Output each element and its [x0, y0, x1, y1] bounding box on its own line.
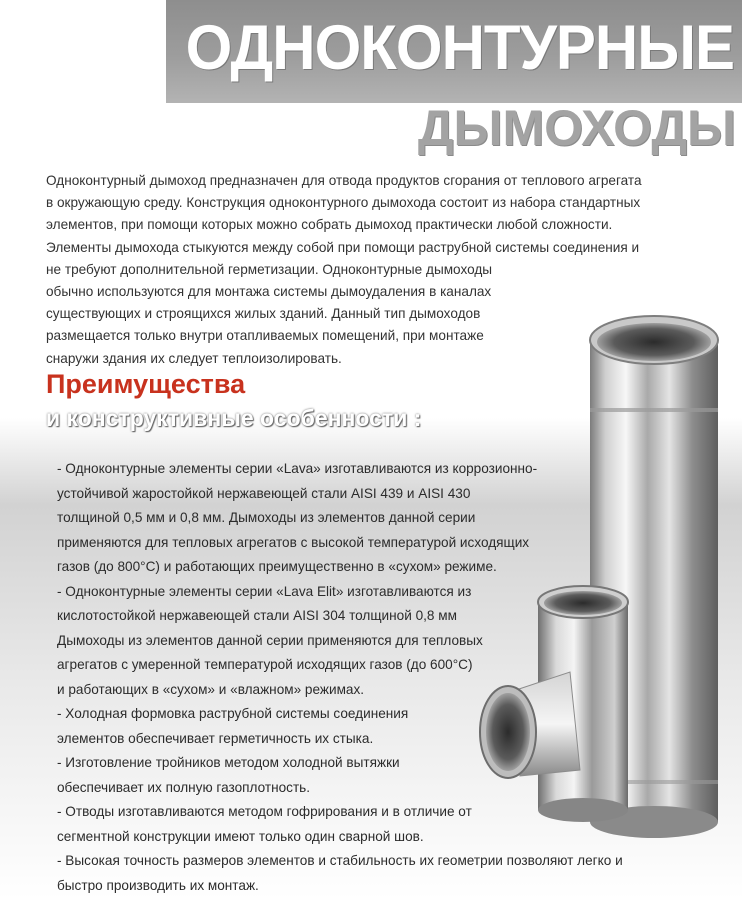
feature-line: - Отводы изготавливаются методом гофрирования и в отличие от: [57, 804, 472, 819]
feature-line: и работающих в «сухом» и «влажном» режимах.: [57, 681, 365, 697]
intro-line: в окружающую среду. Конструкция одноконтурного дымохода состоит из набора стандартных: [46, 195, 641, 211]
feature-line: толщиной 0,5 мм и 0,8 мм. Дымоходы из элементов данной серии: [57, 510, 476, 525]
feature-line: - Изготовление тройников методом холодной вытяжки: [57, 755, 400, 770]
intro-line: не требуют дополнительной герметизации. Одноконтурные дымоходы: [46, 261, 493, 277]
feature-line: Дымоходы из элементов данной серии применяются для тепловых: [57, 632, 483, 648]
feature-line: элементов обеспечивает герметичность их стыка.: [57, 730, 374, 746]
feature-line: устойчивой жаростойкой нержавеющей стали AISI 439 и AISI 430: [57, 485, 471, 501]
pipe-bead: [590, 408, 718, 412]
features-list: [57, 457, 687, 898]
intro-line: обычно используются для монтажа системы дымоудаления в каналах: [46, 284, 492, 300]
feature-line: - Высокая точность размеров элементов и стабильность их геометрии позволяют легко и: [57, 853, 623, 868]
advantages-subheading: и конструктивные особенности :: [46, 405, 422, 431]
feature-line: агрегатов с умеренной температурой исходящих газов (до 600°С): [57, 657, 473, 672]
intro-line: Элементы дымохода стыкуются между собой при помощи раструбной системы соединения и: [46, 239, 640, 255]
feature-line: - Одноконтурные элементы серии «Lava» изготавливаются из коррозионно-: [57, 461, 538, 476]
intro-line: элементов, при помощи которых можно собрать дымоход практически любой сложности.: [46, 217, 613, 233]
feature-line: обеспечивает их полную газоплотность.: [57, 779, 311, 795]
intro-line: Одноконтурный дымоход предназначен для отвода продуктов сгорания от теплового агрегата: [46, 173, 642, 188]
feature-line: - Холодная формовка раструбной системы соединения: [57, 706, 409, 721]
feature-line: - Одноконтурные элементы серии «Lava Elit» изготавливаются из: [57, 583, 472, 599]
intro-line: существующих и строящихся жилых зданий. Данный тип дымоходов: [46, 306, 481, 322]
feature-line: кислотостойкой нержавеющей стали AISI 304 толщиной 0,8 мм: [57, 608, 457, 623]
intro-line: снаружи здания их следует теплоизолировать.: [46, 350, 342, 366]
feature-line: газов (до 800°С) и работающих преимущественно в «сухом» режиме.: [57, 559, 497, 574]
pipe-opening: [597, 323, 711, 361]
feature-line: сегментной конструкции имеют только один сварной шов.: [57, 828, 424, 844]
feature-line: применяются для тепловых агрегатов с высокой температурой исходящих: [57, 534, 530, 550]
intro-line: размещается только внутри отапливаемых помещений, при монтаже: [46, 328, 484, 344]
feature-line: быстро производить их монтаж.: [57, 877, 259, 893]
page-title: ОДНОКОНТУРНЫЕ: [185, 12, 734, 83]
advantages-heading: Преимущества: [46, 369, 246, 399]
page-subtitle: ДЫМОХОДЫ: [417, 100, 736, 156]
